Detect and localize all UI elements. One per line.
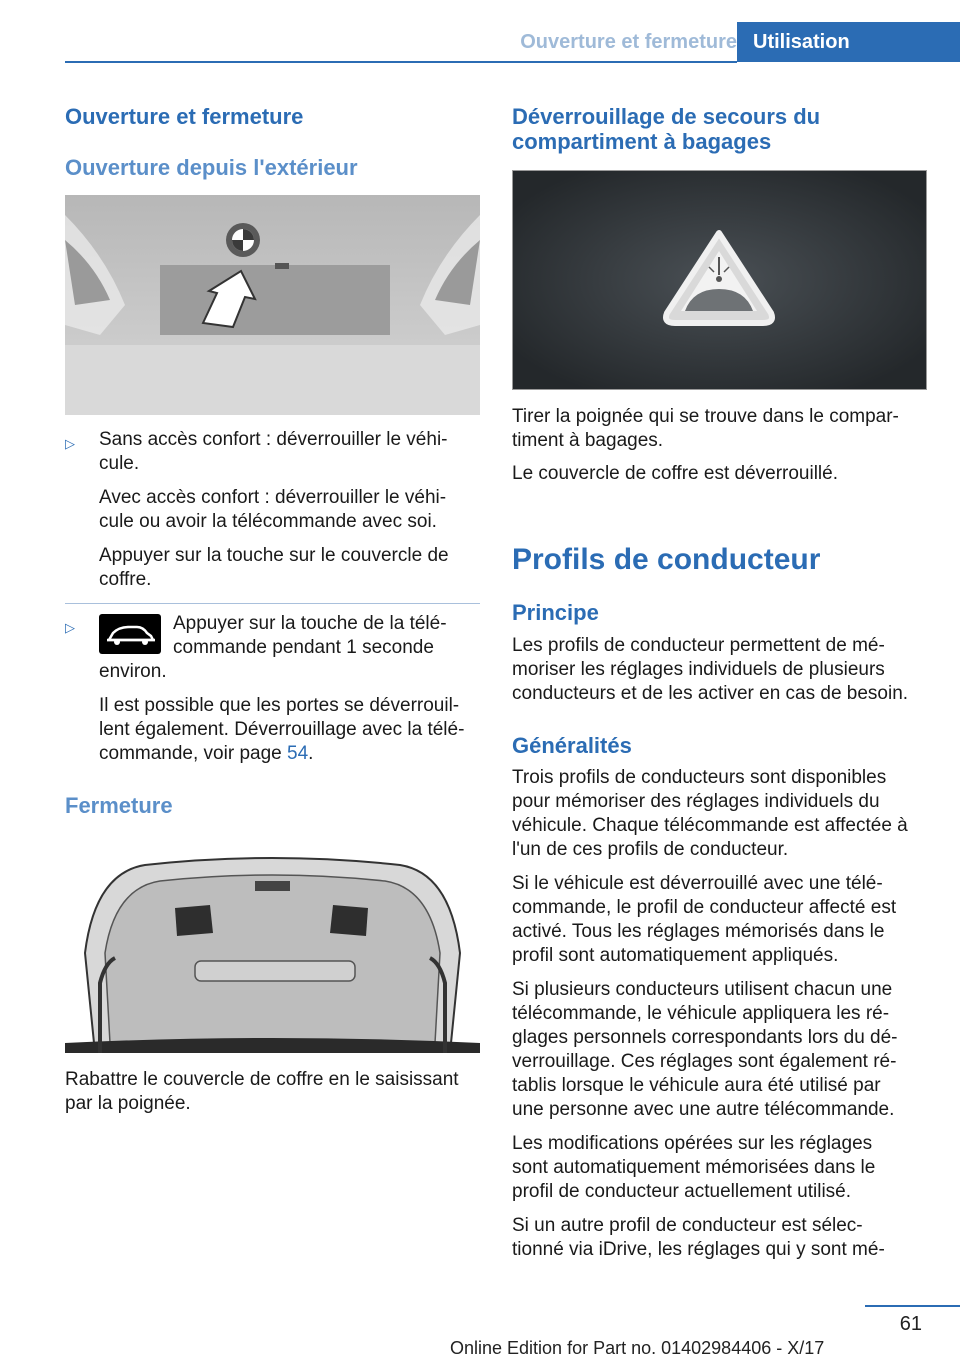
subsection-title-closing: Fermeture (65, 793, 173, 818)
page-ref-link[interactable]: 54 (287, 743, 309, 764)
principle-line2: moriser les réglages individuels de plusieurs (512, 659, 885, 680)
general-p2-line2: commande, le profil de conducteur affecté est (512, 897, 897, 918)
bullet-item-1 (65, 428, 480, 598)
header-rule (65, 61, 737, 63)
general-p1-line3: véhicule. Chaque télécommande est affectée à (512, 815, 908, 836)
bullet1-line6: coffre. (99, 569, 152, 590)
bullet2-line3: environ. (99, 661, 167, 682)
principle-line3: conducteurs et de les activer en cas de besoin. (512, 683, 909, 704)
emergency-text-unlocked: Le couvercle de coffre est déverrouillé. (512, 463, 838, 484)
general-p1-line2: pour mémoriser des réglages individuels du (512, 791, 880, 812)
general-p2-line4: profil sont automatiquement appliqués. (512, 945, 839, 966)
principle-line1: Les profils de conducteur permettent de mé‐ (512, 635, 885, 656)
general-p1-line4: l'un de ces profils de conducteur. (512, 839, 789, 860)
header-section-title: Ouverture et fermeture (520, 31, 737, 53)
bullet-separator-1 (65, 603, 480, 604)
closing-text-line1: Rabattre le couvercle de coffre en le saisissant (65, 1069, 459, 1090)
general-p5-line2: tionné via iDrive, les réglages qui y sont mé‐ (512, 1239, 885, 1260)
bullet2-line1: Appuyer sur la touche de la télé‐ (173, 613, 447, 634)
emergency-text-line1: Tirer la poignée qui se trouve dans le compar‐ (512, 406, 899, 427)
bullet2-line6-suffix: . (308, 743, 314, 764)
general-p3-line1: Si plusieurs conducteurs utilisent chacun une (512, 979, 893, 1000)
trunk-exterior-image (65, 195, 480, 415)
bullet-item-2 (65, 612, 480, 772)
footer-edition: Online Edition for Part no. 01402984406 - X/17 (450, 1338, 825, 1358)
bullet2-line4: Il est possible que les portes se déverrouil‐ (99, 695, 460, 716)
page-number: 61 (899, 1313, 922, 1335)
bullet1-line5: Appuyer sur la touche sur le couvercle de (99, 545, 449, 566)
trunk-exterior-illustration (65, 195, 480, 415)
bullet1-line4: cule ou avoir la télécommande avec soi. (99, 511, 437, 532)
general-p5-line1: Si un autre profil de conducteur est sélec‐ (512, 1215, 863, 1236)
emergency-release-handle-illustration (513, 171, 926, 389)
footer-rule (865, 1305, 960, 1307)
principle-title: Principe (512, 600, 599, 625)
general-p1-line1: Trois profils de conducteurs sont disponibles (512, 767, 887, 788)
section-title: Ouverture et fermeture (65, 104, 304, 129)
bullet2-line5: lent également. Déverrouillage avec la télé‐ (99, 719, 465, 740)
bullet1-line1: Sans accès confort : déverrouiller le véhi‐ (99, 429, 448, 450)
general-p4-line1: Les modifications opérées sur les réglages (512, 1133, 873, 1154)
general-p4-line2: sont automatiquement mémorisées dans le (512, 1157, 876, 1178)
triangle-bullet-icon: ▷ (65, 620, 75, 635)
emergency-release-image (512, 170, 927, 390)
general-p3-line5: tablis lorsque le véhicule aura été utilisé par (512, 1075, 881, 1096)
car-trunk-remote-icon (99, 614, 161, 654)
general-p3-line6: une personne avec une autre télécommande. (512, 1099, 895, 1120)
general-p3-line2: télécommande, le véhicule appliquera les ré‐ (512, 1003, 890, 1024)
trunk-lid-illustration (65, 833, 480, 1053)
subsection-title-opening-outside: Ouverture depuis l'extérieur (65, 155, 358, 180)
emergency-title-line2: compartiment à bagages (512, 129, 772, 154)
general-p3-line4: verrouillage. Ces réglages sont également ré‐ (512, 1051, 897, 1072)
bullet2-line6 (99, 742, 313, 766)
trunk-lid-image (65, 833, 480, 1053)
general-title: Généralités (512, 733, 632, 758)
emergency-text-line2: timent à bagages. (512, 430, 664, 451)
emergency-title-line1: Déverrouillage de secours du (512, 104, 821, 129)
profiles-title: Profils de conducteur (512, 543, 821, 576)
bullet2-line6-text: commande, voir page (99, 743, 287, 764)
bullet1-line2: cule. (99, 453, 140, 474)
general-p3-line3: glages personnels correspondants lors du dé‐ (512, 1027, 898, 1048)
closing-text-line2: par la poignée. (65, 1093, 191, 1114)
general-p2-line3: activé. Tous les réglages mémorisés dans le (512, 921, 885, 942)
bullet2-line2: commande pendant 1 seconde (173, 637, 434, 658)
general-p2-line1: Si le véhicule est déverrouillé avec une télé‐ (512, 873, 883, 894)
general-p4-line3: profil de conducteur actuellement utilisé. (512, 1181, 852, 1202)
header-tab-utilisation: Utilisation (737, 22, 960, 62)
triangle-bullet-icon: ▷ (65, 436, 75, 451)
bullet1-line3: Avec accès confort : déverrouiller le véhi‐ (99, 487, 447, 508)
